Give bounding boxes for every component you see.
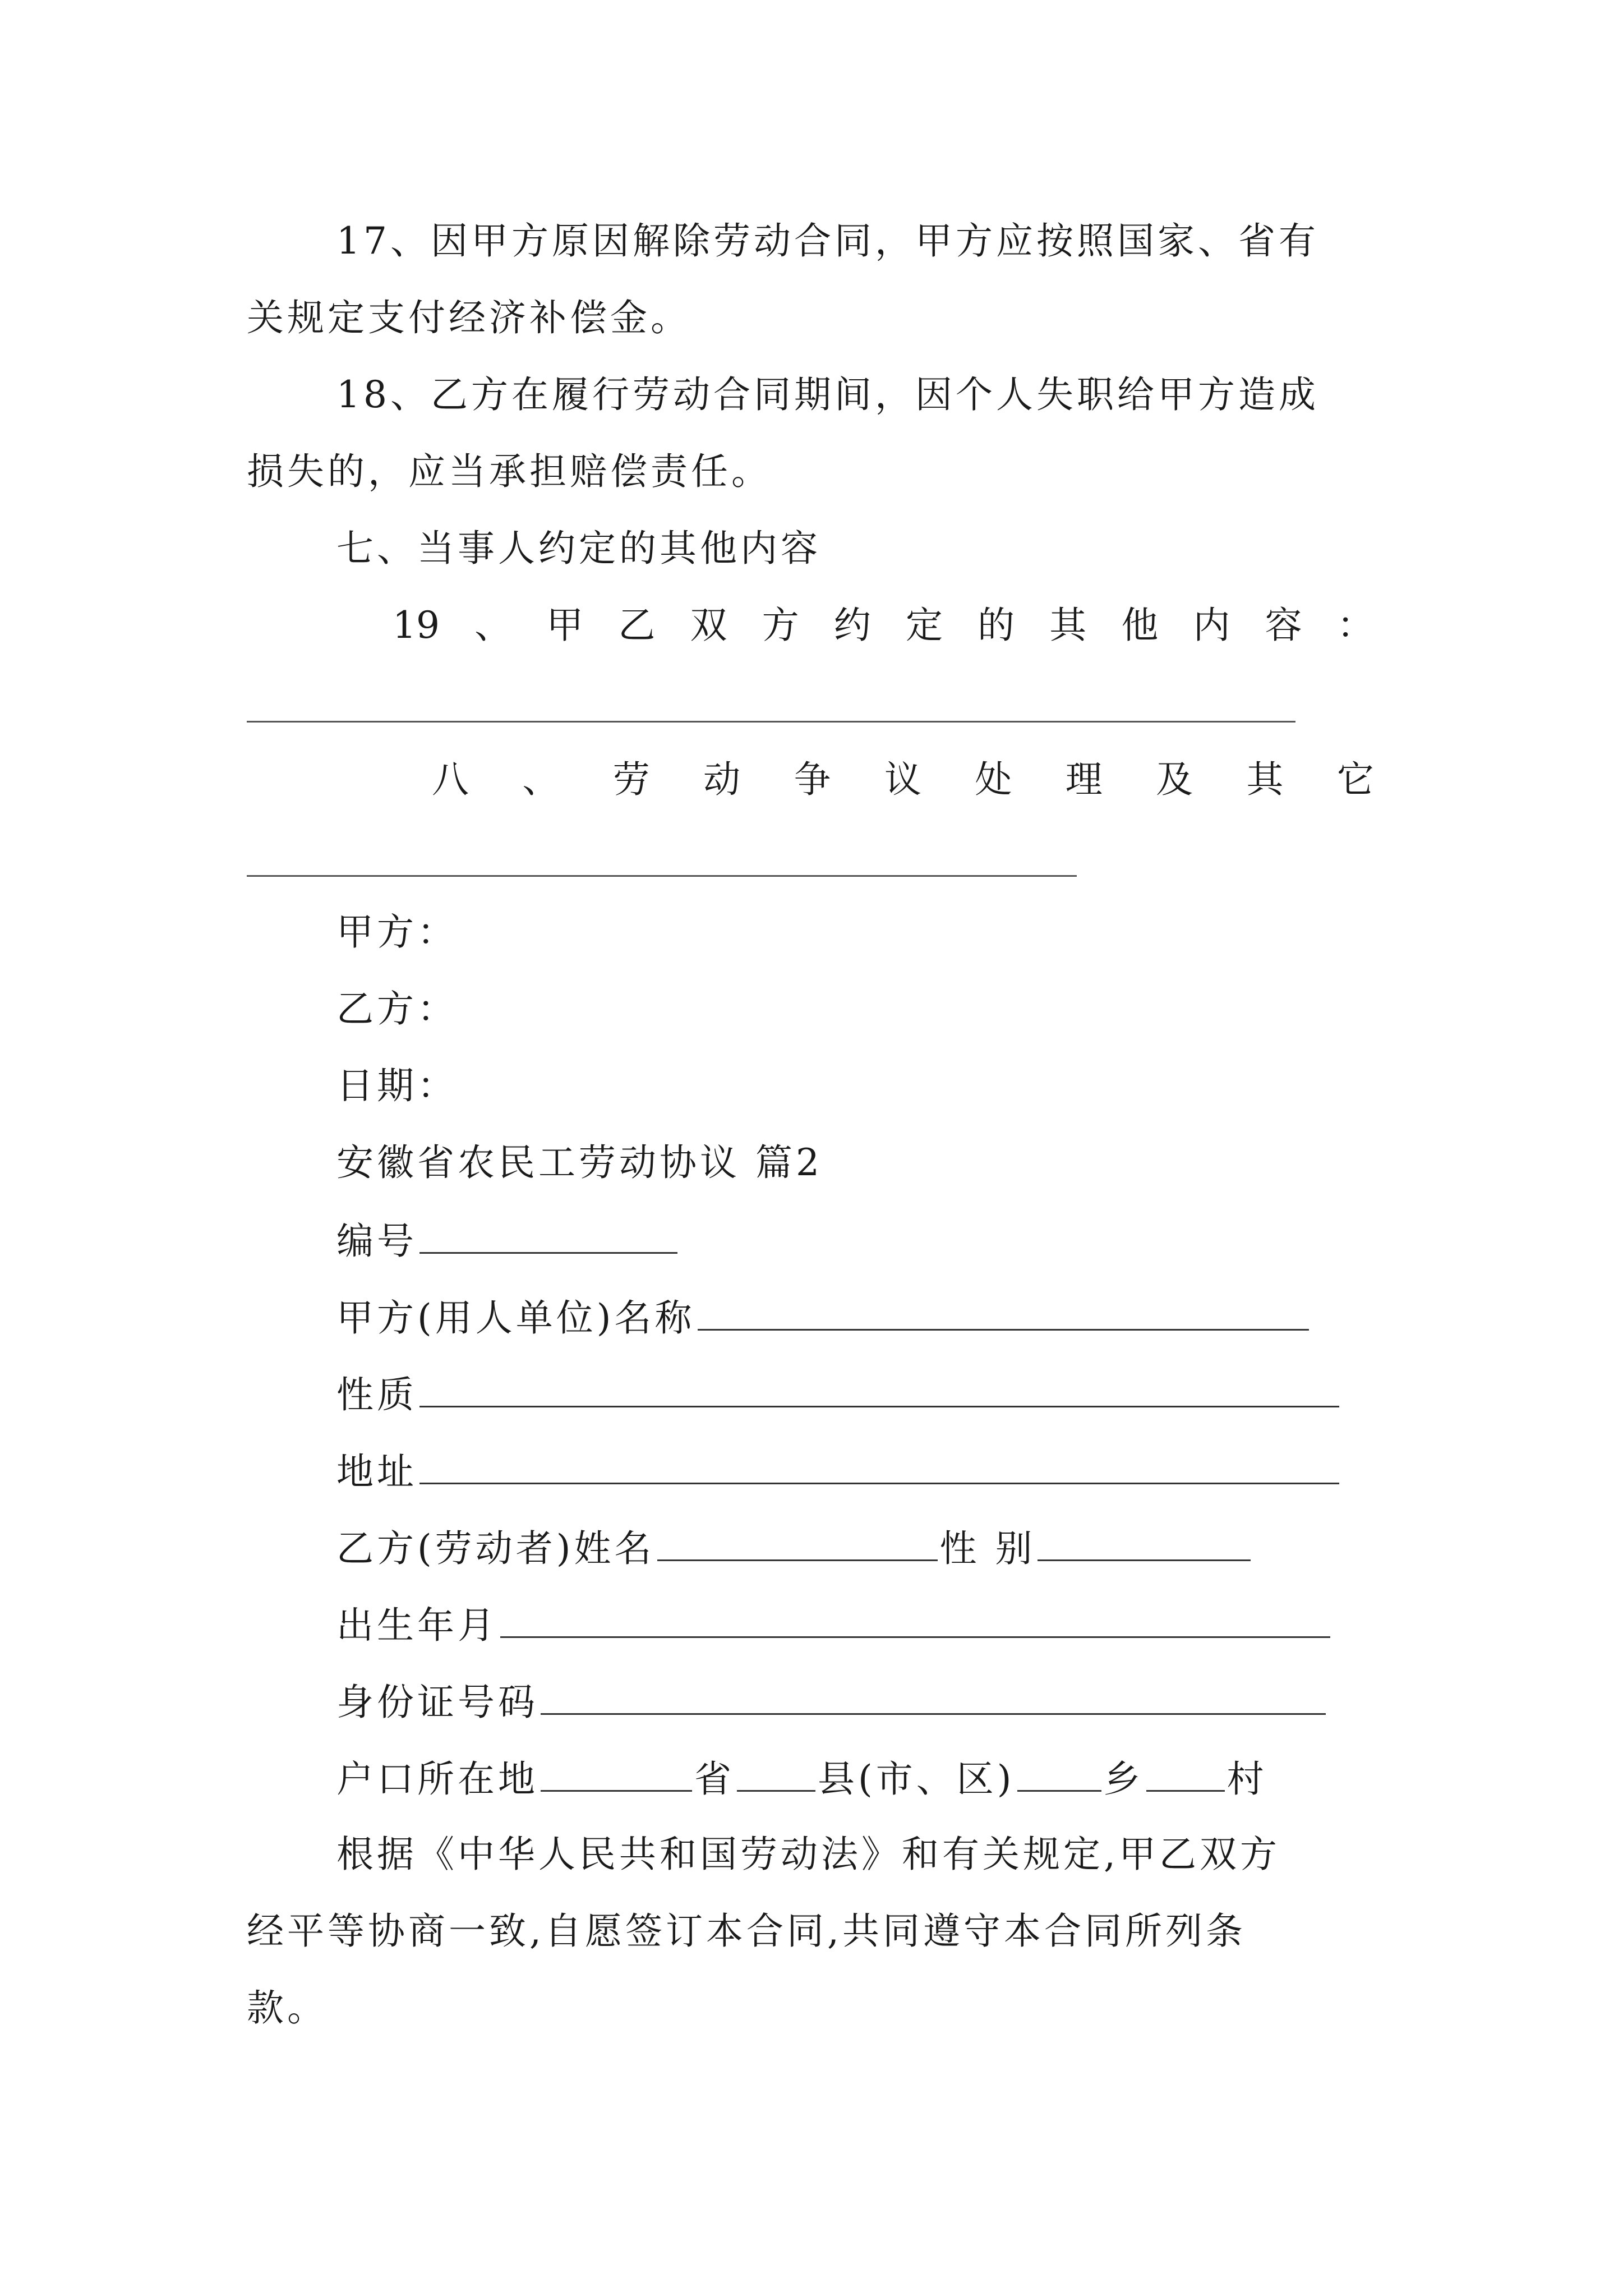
signature-party-a: 甲方： bbox=[336, 910, 458, 954]
hukou-village-field[interactable] bbox=[1146, 1755, 1225, 1792]
clause-19-char: 乙 bbox=[618, 604, 656, 647]
clause-19-char: 甲 bbox=[546, 604, 584, 647]
worker-name-field[interactable] bbox=[657, 1525, 938, 1561]
birth-row bbox=[336, 1602, 1332, 1648]
county-label: 县(市、区) bbox=[818, 1757, 1015, 1801]
section-8-char: 议 bbox=[884, 758, 921, 801]
clause-19-char: 其 bbox=[1049, 604, 1087, 647]
section-8-char: 争 bbox=[794, 758, 831, 801]
section-8-heading bbox=[432, 757, 1374, 802]
intro-line-3: 款。 bbox=[247, 1986, 328, 2030]
intro-line-2: 经平等协商一致,自愿签订本合同,共同遵守本合同所列条 bbox=[247, 1910, 1246, 1953]
employer-name-field[interactable] bbox=[698, 1294, 1309, 1331]
clause-18-line-2: 损失的，应当承担赔偿责任。 bbox=[247, 450, 772, 493]
id-number-field[interactable] bbox=[541, 1678, 1326, 1715]
employer-nature-row bbox=[336, 1371, 1341, 1418]
township-label: 乡 bbox=[1103, 1757, 1144, 1801]
id-number-label: 身份证号码 bbox=[336, 1681, 538, 1724]
signature-date: 日期： bbox=[336, 1064, 458, 1107]
hukou-row bbox=[336, 1755, 1267, 1802]
clause-19-char: 双 bbox=[690, 604, 727, 647]
section-8-char: 动 bbox=[703, 758, 741, 801]
clause-19-char: 19 bbox=[393, 604, 440, 647]
birth-label: 出生年月 bbox=[336, 1604, 498, 1647]
employer-address-field[interactable] bbox=[419, 1448, 1339, 1484]
contract-number-row bbox=[336, 1217, 680, 1264]
section-8-char: 八 bbox=[432, 758, 469, 801]
section-8-char: 劳 bbox=[612, 758, 650, 801]
contract-number-field[interactable] bbox=[419, 1217, 677, 1254]
intro-line-1: 根据《中华人民共和国劳动法》和有关规定,甲乙双方 bbox=[336, 1833, 1280, 1876]
hukou-township-field[interactable] bbox=[1017, 1755, 1101, 1792]
clause-19-char: 容 bbox=[1265, 604, 1302, 647]
contract-number-label: 编号 bbox=[336, 1220, 417, 1263]
clause-18-line-1: 18、乙方在履行劳动合同期间，因个人失职给甲方造成 bbox=[336, 373, 1319, 416]
employer-nature-label: 性质 bbox=[336, 1373, 417, 1416]
section-8-char: 其 bbox=[1246, 758, 1284, 801]
worker-name-label: 乙方(劳动者)姓名 bbox=[336, 1527, 655, 1570]
section-8-char: 及 bbox=[1156, 758, 1193, 801]
hukou-province-field[interactable] bbox=[541, 1755, 692, 1792]
contract-2-title: 安徽省农民工劳动协议 篇2 bbox=[336, 1141, 823, 1184]
section-8-char: 处 bbox=[975, 758, 1012, 801]
clause-19-fill-line bbox=[247, 721, 1295, 723]
section-8-char: 理 bbox=[1065, 758, 1103, 801]
clause-19-char: ： bbox=[1336, 604, 1374, 647]
clause-19-char: 的 bbox=[978, 604, 1015, 647]
clause-19-char: 定 bbox=[905, 604, 943, 647]
employer-address-row bbox=[336, 1448, 1341, 1494]
worker-name-row bbox=[336, 1525, 1253, 1571]
signature-party-b: 乙方： bbox=[336, 987, 458, 1030]
clause-19-char: 他 bbox=[1121, 604, 1159, 647]
section-8-fill-line bbox=[247, 875, 1077, 877]
gender-field[interactable] bbox=[1038, 1525, 1251, 1561]
gender-label: 性 别 bbox=[939, 1527, 1036, 1570]
province-label: 省 bbox=[694, 1757, 735, 1801]
clause-19-char: 内 bbox=[1193, 604, 1230, 647]
clause-17-line-2: 关规定支付经济补偿金。 bbox=[247, 296, 691, 339]
clause-19-char: 方 bbox=[762, 604, 799, 647]
village-label: 村 bbox=[1227, 1757, 1267, 1801]
clause-19-char: 、 bbox=[474, 604, 512, 647]
employer-name-row bbox=[336, 1294, 1311, 1341]
clause-19-line bbox=[393, 603, 1374, 648]
clause-19-char: 约 bbox=[833, 604, 871, 647]
employer-nature-field[interactable] bbox=[419, 1371, 1339, 1407]
id-number-row bbox=[336, 1678, 1328, 1725]
section-7-heading: 七、当事人约定的其他内容 bbox=[336, 527, 821, 570]
hukou-county-field[interactable] bbox=[737, 1755, 815, 1792]
clause-17-line-1: 17、因甲方原因解除劳动合同，甲方应按照国家、省有 bbox=[336, 219, 1319, 263]
employer-address-label: 地址 bbox=[336, 1450, 417, 1493]
hukou-label: 户口所在地 bbox=[336, 1757, 538, 1801]
section-8-char: 、 bbox=[522, 758, 560, 801]
employer-name-label: 甲方(用人单位)名称 bbox=[336, 1296, 695, 1340]
section-8-char: 它 bbox=[1336, 758, 1374, 801]
birth-field[interactable] bbox=[500, 1602, 1330, 1638]
